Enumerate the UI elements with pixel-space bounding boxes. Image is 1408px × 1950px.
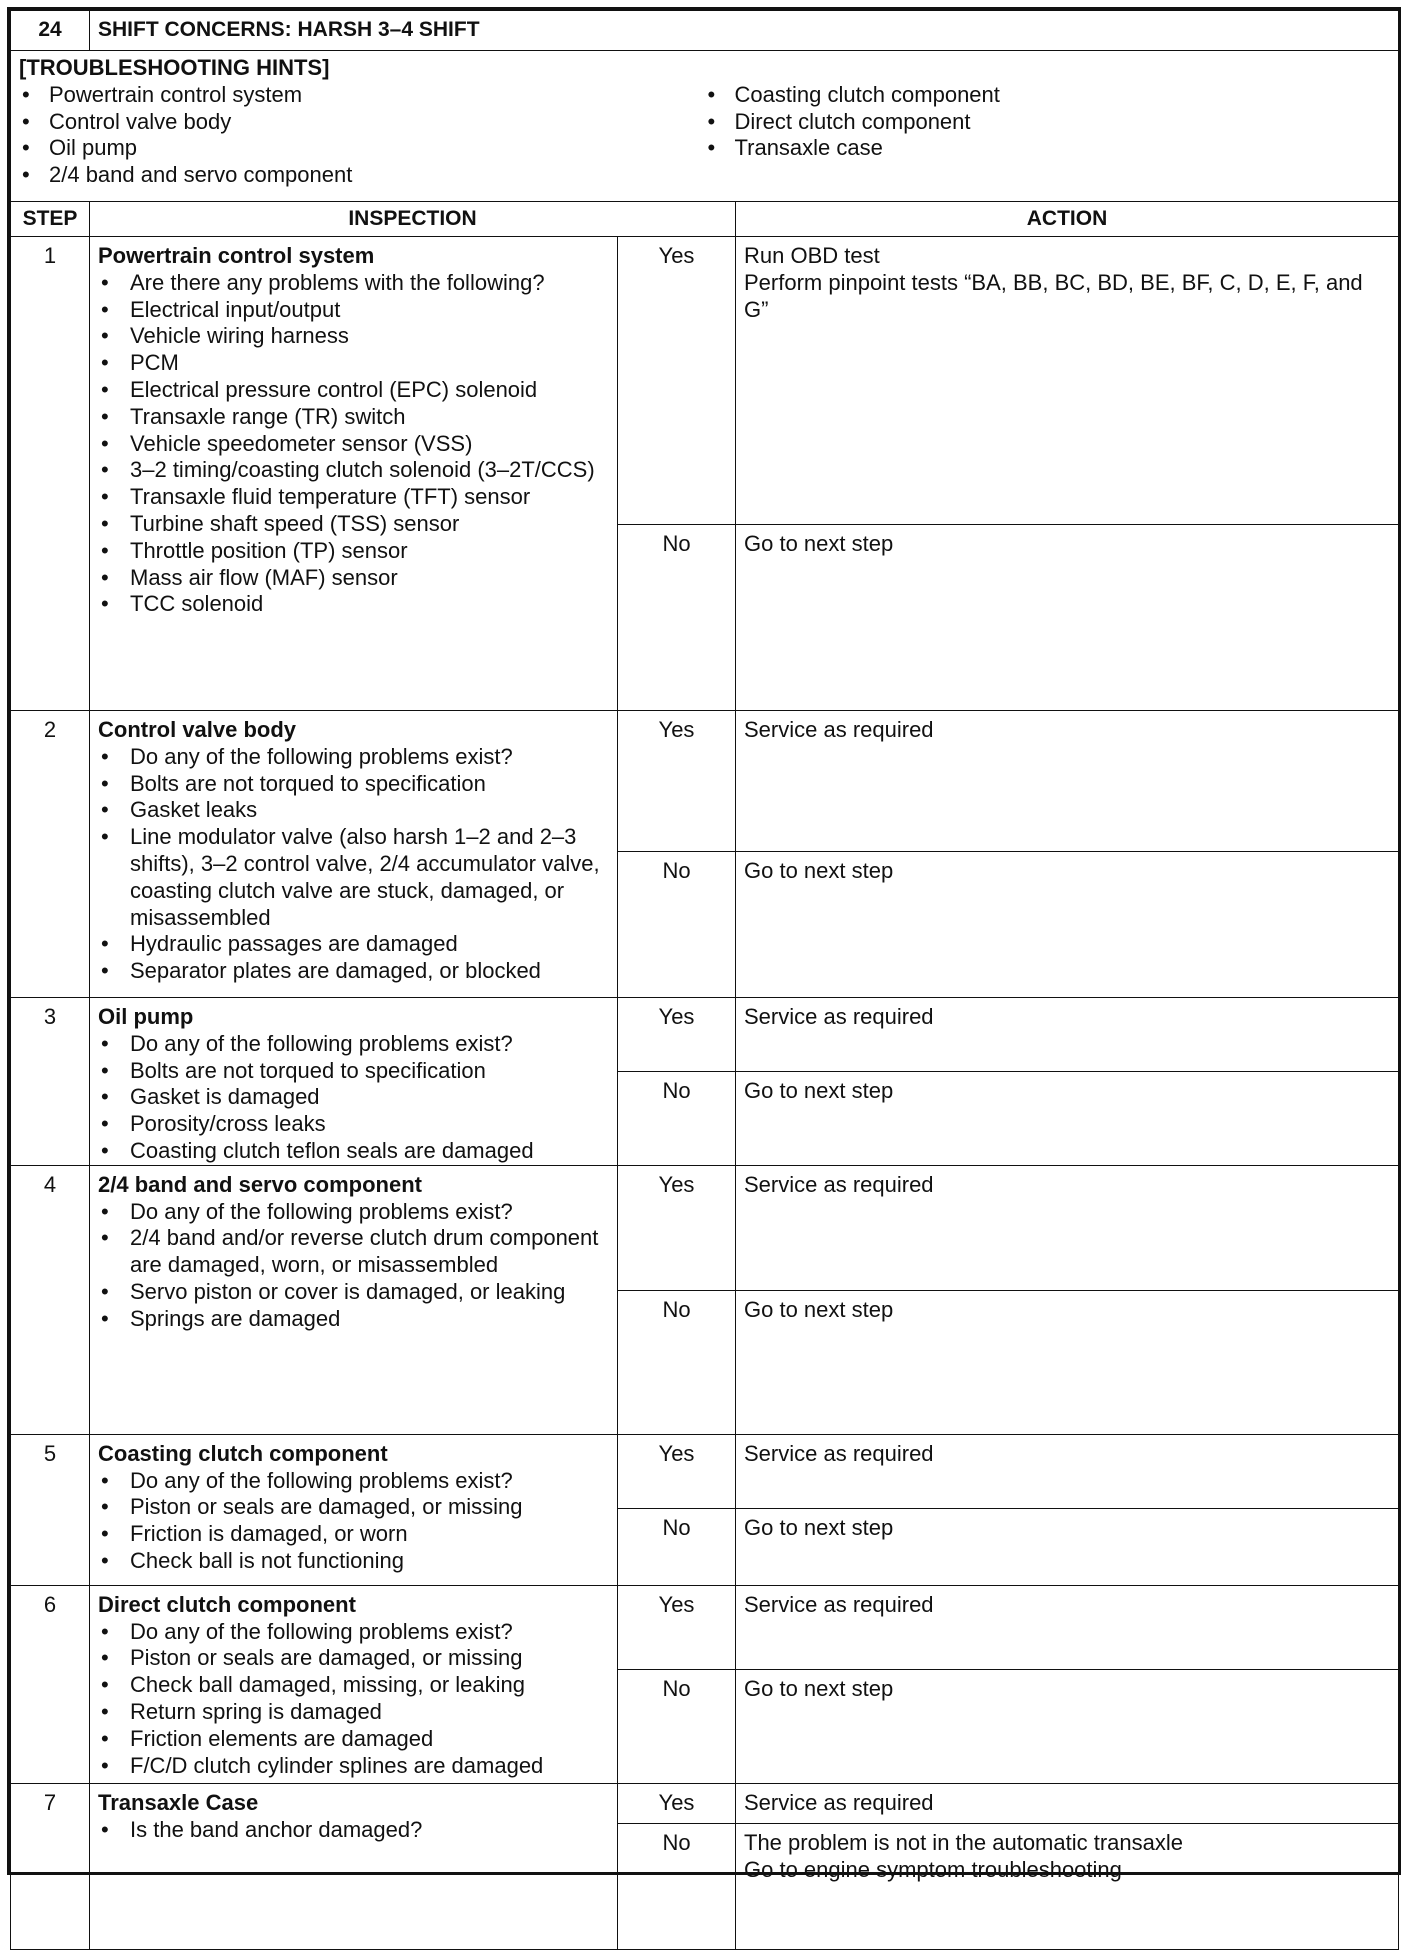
hint-item: • Coasting clutch component <box>705 82 1391 109</box>
inspection-item: • Piston or seals are damaged, or missing <box>98 1494 609 1521</box>
col-header-step: STEP <box>11 202 90 237</box>
answer-yes: Yes <box>618 1783 736 1823</box>
inspection-item: • Is the band anchor damaged? <box>98 1817 609 1844</box>
inspection-item: • Do any of the following problems exist? <box>98 1619 609 1646</box>
step-row <box>11 1165 1399 1290</box>
step-row <box>11 998 1399 1072</box>
step-number: 4 <box>11 1165 90 1434</box>
inspection-item: • Transaxle range (TR) switch <box>98 404 609 431</box>
answer-no: No <box>618 525 736 711</box>
answer-no: No <box>618 1669 736 1783</box>
inspection-item: • Hydraulic passages are damaged <box>98 931 609 958</box>
step-title: Direct clutch component <box>98 1591 356 1617</box>
answer-no: No <box>618 1508 736 1585</box>
action-yes <box>736 237 1399 525</box>
action-no <box>736 1071 1399 1165</box>
action-line: Go to next step <box>744 1675 894 1701</box>
hints-row <box>11 51 1399 202</box>
inspection-list <box>98 744 609 985</box>
answer-yes: Yes <box>618 1434 736 1508</box>
inspection-item: • Vehicle wiring harness <box>98 323 609 350</box>
inspection-item: • Electrical pressure control (EPC) solenoid <box>98 377 609 404</box>
inspection-item: • TCC solenoid <box>98 591 609 618</box>
inspection-item: • Springs are damaged <box>98 1306 609 1333</box>
hint-item: • 2/4 band and servo component <box>19 162 705 189</box>
action-yes <box>736 998 1399 1072</box>
action-line: Service as required <box>744 1171 934 1197</box>
inspection-item: • 2/4 band and/or reverse clutch drum component are damaged, worn, or misassembled <box>98 1225 609 1279</box>
action-line: Go to next step <box>744 1077 894 1103</box>
inspection-item: • 3–2 timing/coasting clutch solenoid (3–2T/CCS) <box>98 457 609 484</box>
hints-right-list <box>705 82 1391 189</box>
inspection-list <box>98 1468 609 1575</box>
troubleshooting-hints <box>11 51 1399 202</box>
col-header-inspection: INSPECTION <box>90 202 736 237</box>
step-row <box>11 711 1399 852</box>
action-no <box>736 525 1399 711</box>
step-title: 2/4 band and servo component <box>98 1171 422 1197</box>
step-title: Oil pump <box>98 1004 194 1029</box>
inspection-item: • Gasket is damaged <box>98 1084 609 1111</box>
action-line: Go to next step <box>744 858 894 883</box>
action-line: Service as required <box>744 1004 934 1029</box>
col-header-action: ACTION <box>736 202 1399 237</box>
step-inspection <box>90 1165 618 1434</box>
inspection-list <box>98 1031 609 1165</box>
inspection-item: • Do any of the following problems exist? <box>98 1468 609 1495</box>
hint-item: • Powertrain control system <box>19 82 705 109</box>
action-yes <box>736 1434 1399 1508</box>
inspection-item: • PCM <box>98 350 609 377</box>
action-yes <box>736 1585 1399 1669</box>
action-yes <box>736 711 1399 852</box>
hint-item: • Control valve body <box>19 109 705 136</box>
inspection-item: • F/C/D clutch cylinder splines are damaged <box>98 1753 609 1780</box>
inspection-item: • Turbine shaft speed (TSS) sensor <box>98 511 609 538</box>
inspection-item: • Vehicle speedometer sensor (VSS) <box>98 431 609 458</box>
action-line: Service as required <box>744 1440 934 1466</box>
answer-no: No <box>618 1823 736 1949</box>
inspection-item: • Check ball damaged, missing, or leaking <box>98 1672 609 1699</box>
inspection-item: • Servo piston or cover is damaged, or leaking <box>98 1279 609 1306</box>
action-no <box>736 1669 1399 1783</box>
step-row <box>11 1585 1399 1669</box>
inspection-item: • Friction is damaged, or worn <box>98 1521 609 1548</box>
action-yes <box>736 1783 1399 1823</box>
step-number: 6 <box>11 1585 90 1783</box>
step-row <box>11 1783 1399 1823</box>
inspection-item: • Mass air flow (MAF) sensor <box>98 565 609 592</box>
column-header-row <box>11 202 1399 237</box>
step-row <box>11 237 1399 525</box>
action-line: Service as required <box>744 717 934 742</box>
inspection-item: • Bolts are not torqued to specification <box>98 1058 609 1085</box>
inspection-item: • Piston or seals are damaged, or missing <box>98 1645 609 1672</box>
action-line: Run OBD test <box>744 243 880 268</box>
step-number: 2 <box>11 711 90 998</box>
action-line: Go to next step <box>744 1296 894 1322</box>
title-row <box>11 11 1399 51</box>
step-number: 7 <box>11 1783 90 1949</box>
procedure-number: 24 <box>11 11 90 51</box>
inspection-list <box>98 270 609 618</box>
step-title: Transaxle Case <box>98 1789 259 1815</box>
inspection-item: • Gasket leaks <box>98 797 609 824</box>
step-inspection <box>90 1585 618 1783</box>
action-line: Perform pinpoint tests “BA, BB, BC, BD, BE, BF, C, D, E, F, and G” <box>744 269 1363 322</box>
inspection-item: • Porosity/cross leaks <box>98 1111 609 1138</box>
inspection-item: • Do any of the following problems exist? <box>98 1031 609 1058</box>
answer-yes: Yes <box>618 711 736 852</box>
step-inspection <box>90 237 618 711</box>
step-number: 5 <box>11 1434 90 1585</box>
hint-item: • Transaxle case <box>705 135 1391 162</box>
action-line: Service as required <box>744 1789 934 1815</box>
step-title: Coasting clutch component <box>98 1440 388 1466</box>
inspection-item: • Coasting clutch teflon seals are damaged <box>98 1138 609 1165</box>
action-line: The problem is not in the automatic transaxle <box>744 1829 1184 1855</box>
answer-yes: Yes <box>618 1165 736 1290</box>
inspection-list <box>98 1817 609 1844</box>
action-yes <box>736 1165 1399 1290</box>
answer-no: No <box>618 1290 736 1434</box>
inspection-item: • Electrical input/output <box>98 297 609 324</box>
diagnostic-table <box>10 10 1399 1950</box>
inspection-item: • Return spring is damaged <box>98 1699 609 1726</box>
inspection-item: • Friction elements are damaged <box>98 1726 609 1753</box>
step-inspection <box>90 1434 618 1585</box>
step-title: Powertrain control system <box>98 243 375 268</box>
action-line: Service as required <box>744 1591 934 1617</box>
answer-no: No <box>618 852 736 998</box>
hints-title: [TROUBLESHOOTING HINTS] <box>19 55 330 80</box>
answer-yes: Yes <box>618 237 736 525</box>
inspection-item: • Do any of the following problems exist? <box>98 1199 609 1226</box>
inspection-list <box>98 1619 609 1780</box>
action-no <box>736 1290 1399 1434</box>
step-number: 1 <box>11 237 90 711</box>
procedure-title: SHIFT CONCERNS: HARSH 3–4 SHIFT <box>90 11 1399 51</box>
inspection-item: • Do any of the following problems exist? <box>98 744 609 771</box>
step-row <box>11 1434 1399 1508</box>
step-inspection <box>90 711 618 998</box>
step-inspection <box>90 998 618 1166</box>
inspection-item: • Check ball is not functioning <box>98 1548 609 1575</box>
action-no <box>736 1508 1399 1585</box>
action-line: Go to next step <box>744 1514 894 1540</box>
inspection-list <box>98 1199 609 1333</box>
answer-yes: Yes <box>618 1585 736 1669</box>
step-title: Control valve body <box>98 717 297 742</box>
inspection-item: • Separator plates are damaged, or blocked <box>98 958 609 985</box>
action-no <box>736 1823 1399 1949</box>
hints-left-list <box>19 82 705 189</box>
step-number: 3 <box>11 998 90 1166</box>
action-no <box>736 852 1399 998</box>
diagnostic-sheet <box>7 7 1401 1882</box>
inspection-item: • Line modulator valve (also harsh 1–2 and 2–3 shifts), 3–2 control valve, 2/4 accumulator valve, coasting clutch valve are stuck, damaged, or misassembled <box>98 824 609 931</box>
inspection-item: • Transaxle fluid temperature (TFT) sensor <box>98 484 609 511</box>
action-line: Go to next step <box>744 531 894 556</box>
answer-yes: Yes <box>618 998 736 1072</box>
inspection-item: • Throttle position (TP) sensor <box>98 538 609 565</box>
answer-no: No <box>618 1071 736 1165</box>
inspection-item: • Are there any problems with the following? <box>98 270 609 297</box>
inspection-item: • Bolts are not torqued to specification <box>98 771 609 798</box>
hint-item: • Oil pump <box>19 135 705 162</box>
step-inspection <box>90 1783 618 1949</box>
hint-item: • Direct clutch component <box>705 109 1391 136</box>
action-line: Go to engine symptom troubleshooting <box>744 1856 1122 1882</box>
